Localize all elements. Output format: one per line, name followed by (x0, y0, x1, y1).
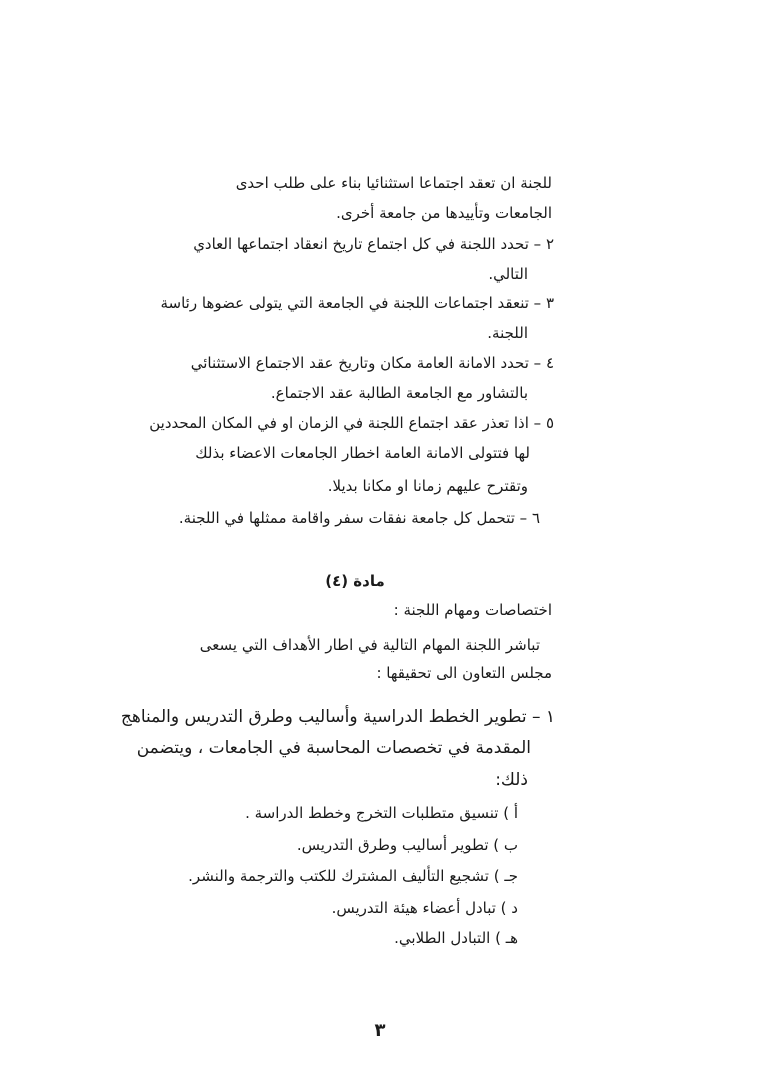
subitem-e: هـ ) التبادل الطلابي. (394, 929, 518, 947)
subitem-d: د ) تبادل أعضاء هيئة التدريس. (331, 899, 518, 917)
text-line: تباشر اللجنة المهام التالية في اطار الأهداف التي يسعى (199, 636, 540, 654)
clause-2: ٢ – تحدد اللجنة في كل اجتماع تاريخ انعقاد اجتماعها العادي (193, 235, 554, 253)
clause-3: ٣ – تنعقد اجتماعات اللجنة في الجامعة التي يتولى عضوها رئاسة (160, 294, 554, 312)
subitem-b: ب ) تطوير أساليب وطرق التدريس. (296, 836, 518, 854)
clause-5: ٥ – اذا تعذر عقد اجتماع اللجنة في الزمان او في المكان المحددين (149, 414, 554, 432)
subitem-a: أ ) تنسيق متطلبات التخرج وخطط الدراسة . (245, 804, 518, 822)
text-line: وتقترح عليهم زمانا او مكانا بديلا. (327, 477, 528, 495)
text-line: للجنة ان تعقد اجتماعا استثنائيا بناء على طلب احدى (235, 174, 552, 192)
clause-4: ٤ – تحدد الامانة العامة مكان وتاريخ عقد الاجتماع الاستثنائي (190, 354, 554, 372)
text-line: لها فتتولى الامانة العامة اخطار الجامعات الاعضاء بذلك (195, 444, 530, 462)
text-line: اللجنة. (487, 324, 528, 342)
article-title: مادة (٤) (325, 572, 385, 590)
page-number: ٣ (374, 1020, 386, 1041)
text-line: بالتشاور مع الجامعة الطالبة عقد الاجتماع. (270, 384, 528, 402)
text-line: الجامعات وتأييدها من جامعة أخرى. (336, 204, 552, 222)
text-line: المقدمة في تخصصات المحاسبة في الجامعات ، ويتضمن (136, 738, 531, 758)
subitem-c: جـ ) تشجيع التأليف المشترك للكتب والترجمة والنشر. (188, 867, 518, 885)
text-line: ذلك: (495, 770, 528, 790)
clause-6: ٦ – تتحمل كل جامعة نفقات سفر واقامة ممثلها في اللجنة. (178, 509, 540, 527)
task-1: ١ – تطوير الخطط الدراسية وأساليب وطرق التدريس والمناهج (120, 707, 555, 727)
text-line: التالي. (488, 265, 528, 283)
text-line: مجلس التعاون الى تحقيقها : (376, 664, 552, 682)
article-heading: اختصاصات ومهام اللجنة : (393, 601, 552, 619)
